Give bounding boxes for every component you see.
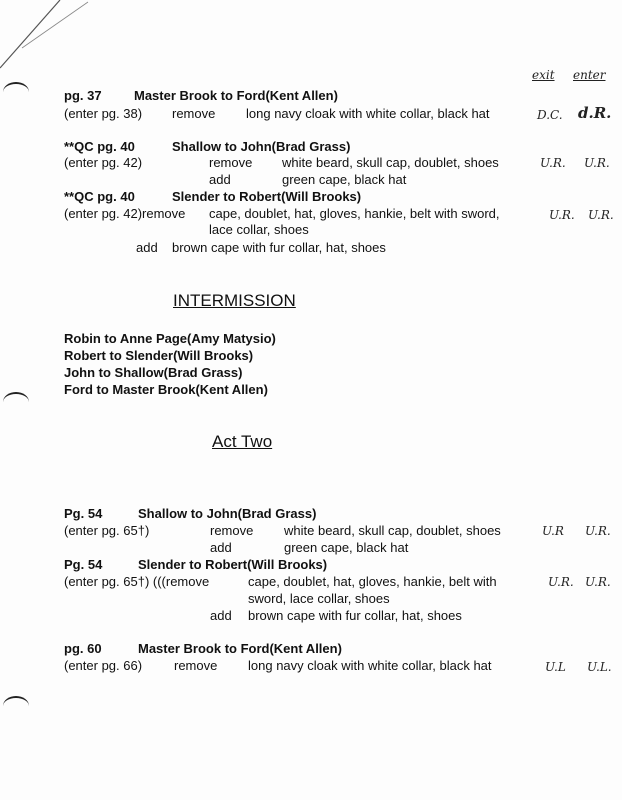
enter-location: U.R. (588, 208, 614, 222)
costume-items: brown cape with fur collar, hat, shoes (172, 240, 386, 255)
punch-hole-mark (3, 696, 29, 716)
enter-page-ref: (enter pg. 65†) (((remove (64, 574, 210, 589)
action-label: add (209, 172, 231, 187)
costume-items: green cape, black hat (284, 540, 409, 555)
action-label: add (210, 540, 232, 555)
exit-location: U.L (545, 660, 566, 674)
intermission-heading: INTERMISSION (173, 291, 296, 310)
exit-location: U.R. (549, 208, 575, 222)
action-label: add (136, 240, 158, 255)
enter-page-ref: (enter pg. 42) (64, 155, 143, 170)
costume-items: white beard, skull cap, doublet, shoes (282, 155, 499, 170)
punch-hole-mark (3, 82, 29, 102)
change-title: Shallow to John(Brad Grass) (172, 139, 351, 154)
costume-items-continued: lace collar, shoes (209, 222, 309, 237)
action-label: remove (174, 658, 218, 673)
page-ref: Pg. 54 (64, 557, 103, 572)
page-ref: Pg. 54 (64, 506, 103, 521)
costume-items: white beard, skull cap, doublet, shoes (284, 523, 501, 538)
exit-location: U.R. (548, 575, 574, 589)
act-two-heading: Act Two (212, 432, 273, 451)
enter-location: U.L. (587, 660, 612, 674)
change-title: Slender to Robert(Will Brooks) (172, 189, 362, 204)
exit-column-header: exit (532, 68, 555, 82)
change-title: Master Brook to Ford(Kent Allen) (138, 641, 342, 656)
exit-location: D.C. (537, 108, 563, 122)
enter-location: U.R. (584, 156, 610, 170)
enter-location: U.R. (585, 524, 611, 538)
action-label: remove (210, 523, 254, 538)
action-label: remove (172, 106, 216, 121)
page-ref: **QC pg. 40 (64, 139, 135, 154)
page-ref: **QC pg. 40 (64, 189, 135, 204)
enter-location: d.R. (578, 104, 612, 122)
action-label: remove (209, 155, 253, 170)
exit-location: U.R. (540, 156, 566, 170)
change-title: Slender to Robert(Will Brooks) (138, 557, 328, 572)
folded-corner-mark (0, 0, 90, 70)
enter-page-ref: (enter pg. 38) (64, 106, 143, 121)
costume-items: brown cape with fur collar, hat, shoes (248, 608, 462, 623)
enter-column-header: enter (573, 68, 606, 82)
intermission-change: Ford to Master Brook(Kent Allen) (64, 382, 268, 397)
costume-items: long navy cloak with white collar, black hat (248, 658, 492, 673)
costume-items: cape, doublet, hat, gloves, hankie, belt with (248, 574, 497, 589)
enter-page-ref: (enter pg. 66) (64, 658, 143, 673)
intermission-change: Robert to Slender(Will Brooks) (64, 348, 254, 363)
intermission-change: John to Shallow(Brad Grass) (64, 365, 243, 380)
enter-location: U.R. (585, 575, 611, 589)
enter-page-ref: (enter pg. 42)remove (64, 206, 186, 221)
page-ref: pg. 37 (64, 88, 102, 103)
costume-items: green cape, black hat (282, 172, 407, 187)
change-title: Master Brook to Ford(Kent Allen) (134, 88, 338, 103)
page-ref: pg. 60 (64, 641, 102, 656)
action-label: add (210, 608, 232, 623)
enter-page-ref: (enter pg. 65†) (64, 523, 150, 538)
costume-items: cape, doublet, hat, gloves, hankie, belt with sword, (209, 206, 500, 221)
costume-items: long navy cloak with white collar, black hat (246, 106, 490, 121)
costume-items-continued: sword, lace collar, shoes (248, 591, 390, 606)
change-title: Shallow to John(Brad Grass) (138, 506, 317, 521)
exit-location: U.R (542, 524, 564, 538)
punch-hole-mark (3, 392, 29, 412)
intermission-change: Robin to Anne Page(Amy Matysio) (64, 331, 276, 346)
